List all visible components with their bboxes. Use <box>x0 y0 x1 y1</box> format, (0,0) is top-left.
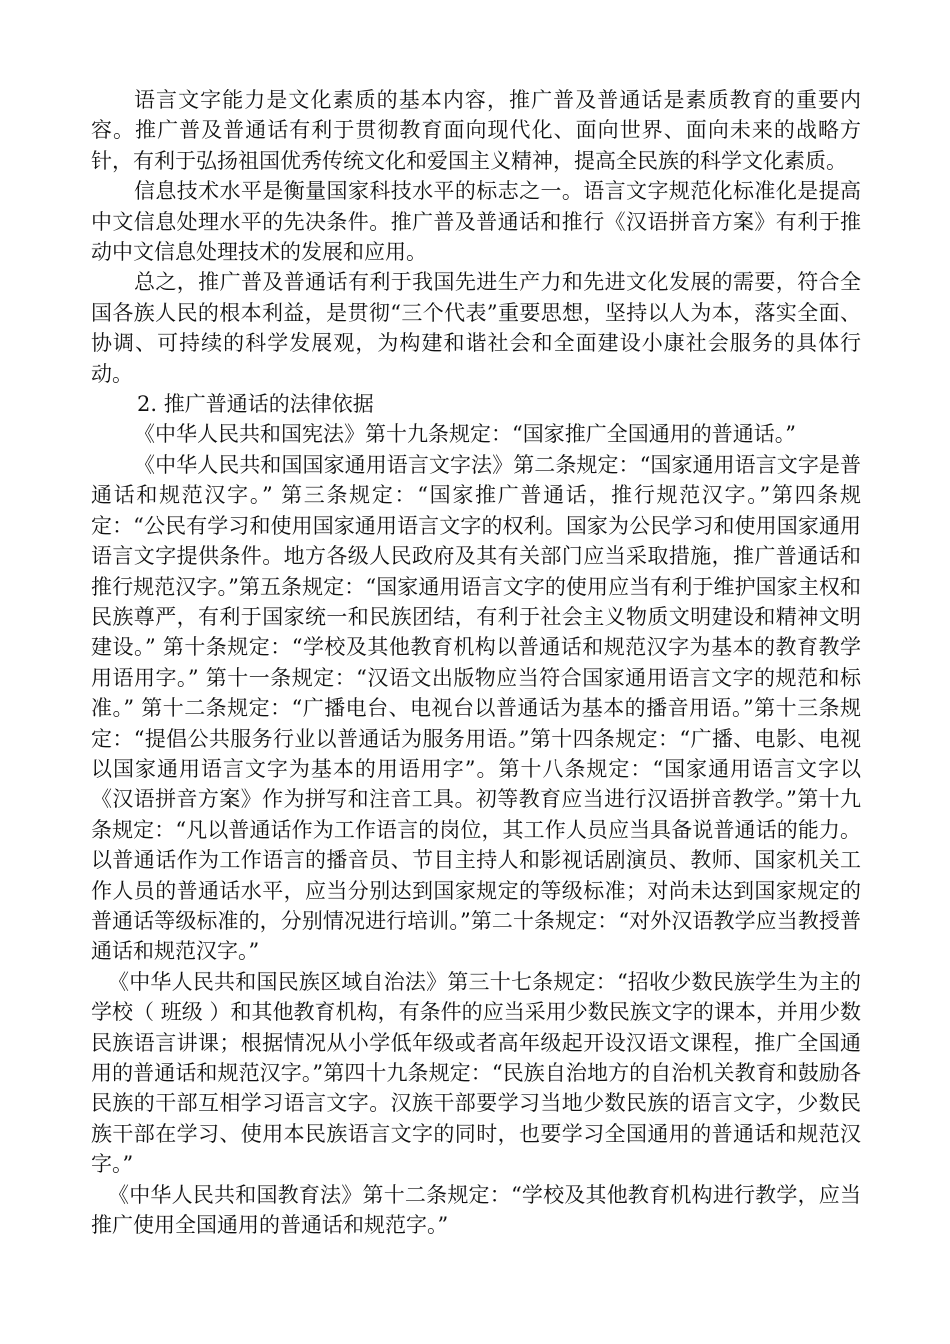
paragraph-autonomy-law: 《中华人民共和国民族区域自治法》第三十七条规定：“招收少数民族学生为主的学校（ 班级 ）和其他教育机构，有条件的应当采用少数民族文字的课本，并用少数民族语言讲课；根据情况从小学低年级或者高年级起开设汉语文课程，推广全国通用的普通话和规范汉字。”第四十九条规定：“民族自治地方的自治机关教育和鼓励各民族的干部互相学习语言文字。汉族干部要学习当地少数民族的语言文字，少数民族干部在学习、使用本民族语言文字的同时，也要学习全国通用的普通话和规范汉字。” <box>91 969 861 1177</box>
paragraph-summary: 总之，推广普及普通话有利于我国先进生产力和先进文化发展的需要，符合全国各族人民的根本利益，是贯彻“三个代表”重要思想，坚持以人为本，落实全面、协调、可持续的科学发展观，为构建和谐社会和全面建设小康社会服务的具体行动。 <box>91 270 861 386</box>
document-page <box>91 85 861 1240</box>
paragraph-language-law: 《中华人民共和国国家通用语言文字法》第二条规定：“国家通用语言文字是普通话和规范汉字。” 第三条规定：“国家推广普通话，推行规范汉字。”第四条规定：“公民有学习和使用国家通用语言文字的权利。国家为公民学习和使用国家通用语言文字提供条件。地方各级人民政府及其有关部门应当采取措施，推广普通话和推行规范汉字。”第五条规定：“国家通用语言文字的使用应当有利于维护国家主权和民族尊严，有利于国家统一和民族团结，有利于社会主义物质文明建设和精神文明建设。” 第十条规定：“学校及其他教育机构以普通话和规范汉字为基本的教育教学用语用字。” 第十一条规定：“汉语文出版物应当符合国家通用语言文字的规范和标准。” 第十二条规定：“广播电台、电视台以普通话为基本的播音用语。”第十三条规定：“提倡公共服务行业以普通话为服务用语。”第十四条规定：“广播、电影、电视以国家通用语言文字为基本的用语用字”。第十八条规定：“国家通用语言文字以 《汉语拼音方案》作为拼写和注音工具。初等教育应当进行汉语拼音教学。”第十九条规定：“凡以普通话作为工作语言的岗位，其工作人员应当具备说普通话的能力。以普通话作为工作语言的播音员、节目主持人和影视话剧演员、教师、国家机关工作人员的普通话水平，应当分别达到国家规定的等级标准；对尚未达到国家规定的普通话等级标准的，分别情况进行培训。”第二十条规定：“对外汉语教学应当教授普通话和规范汉字。” <box>91 452 861 964</box>
paragraph-information-technology: 信息技术水平是衡量国家科技水平的标志之一。语言文字规范化标准化是提高中文信息处理水平的先决条件。推广普及普通话和推行《汉语拼音方案》有利于推动中文信息处理技术的发展和应用。 <box>91 179 861 265</box>
paragraph-literacy: 语言文字能力是文化素质的基本内容，推广普及普通话是素质教育的重要内容。推广普及普通话有利于贯彻教育面向现代化、面向世界、面向未来的战略方针，有利于弘扬祖国优秀传统文化和爱国主义精神，提高全民族的科学文化素质。 <box>91 88 861 173</box>
section-heading: 2. 推广普通话的法律依据 <box>137 392 374 417</box>
paragraph-education-law: 《中华人民共和国教育法》第十二条规定：“学校及其他教育机构进行教学，应当推广使用全国通用的普通话和规范字。” <box>91 1182 861 1238</box>
paragraph-constitution: 《中华人民共和国宪法》第十九条规定：“国家推广全国通用的普通话。” <box>134 422 796 447</box>
